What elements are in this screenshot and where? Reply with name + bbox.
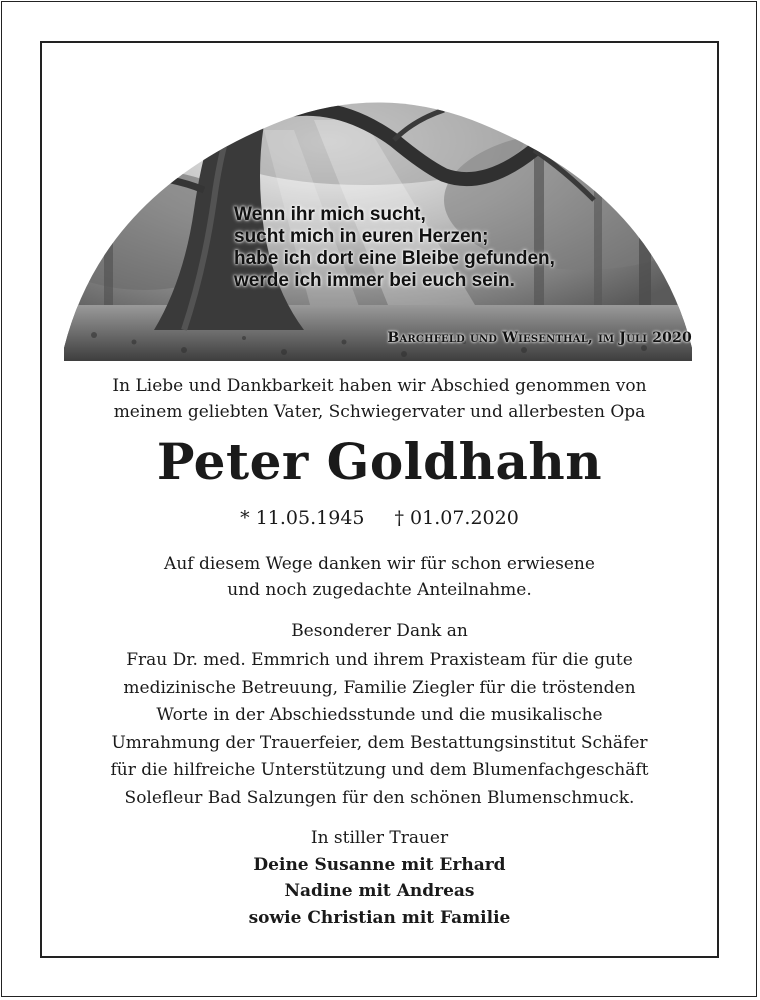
mourning-heading: In stiller Trauer [310,828,449,848]
thanks-line: und noch zugedachte Anteilnahme. [227,580,532,600]
death-date: † 01.07.2020 [394,507,519,529]
mourner-name: Nadine mit Andreas [284,881,475,901]
quote-line: werde ich immer bei euch sein. [234,270,515,291]
birth-date: * 11.05.1945 [240,507,365,529]
deceased-name: Peter Goldhahn [156,432,603,491]
special-line: Worte in der Abschiedsstunde und die musikalische [156,705,603,726]
quote-line: Wenn ihr mich sucht, [234,204,426,225]
special-thanks-text [40,647,719,813]
place-date: Barchfeld und Wiesenthal, im Juli 2020 [387,330,692,346]
special-line: Frau Dr. med. Emmrich und ihrem Praxisteam für die gute [126,650,633,670]
memorial-quote [234,204,674,292]
life-dates [40,505,719,531]
intro-line: meinem geliebten Vater, Schwiegervater und allerbesten Opa [113,402,646,422]
intro-line: In Liebe und Dankbarkeit haben wir Abschied genommen von [112,376,647,396]
quote-line: habe ich dort eine Bleibe gefunden, [234,248,555,269]
thanks-text [40,551,719,603]
special-line: Solefleur Bad Salzungen für den schönen Blumenschmuck. [124,787,635,808]
special-line: Umrahmung der Trauerfeier, dem Bestattungsinstitut Schäfer [111,732,648,753]
mourner-name: sowie Christian mit Familie [248,907,511,928]
quote-line: sucht mich in euren Herzen; [234,226,489,247]
special-thanks-title: Besonderer Dank an [291,621,468,641]
special-line: medizinische Betreuung, Familie Ziegler für die tröstenden [123,677,636,698]
special-line: für die hilfreiche Unterstützung und dem Blumenfachgeschäft [110,760,649,781]
mourners-block [40,825,719,931]
mourner-name: Deine Susanne mit Erhard [253,854,506,875]
thanks-line: Auf diesem Wege danken wir für schon erwiesene [164,554,595,574]
intro-text [40,373,719,425]
